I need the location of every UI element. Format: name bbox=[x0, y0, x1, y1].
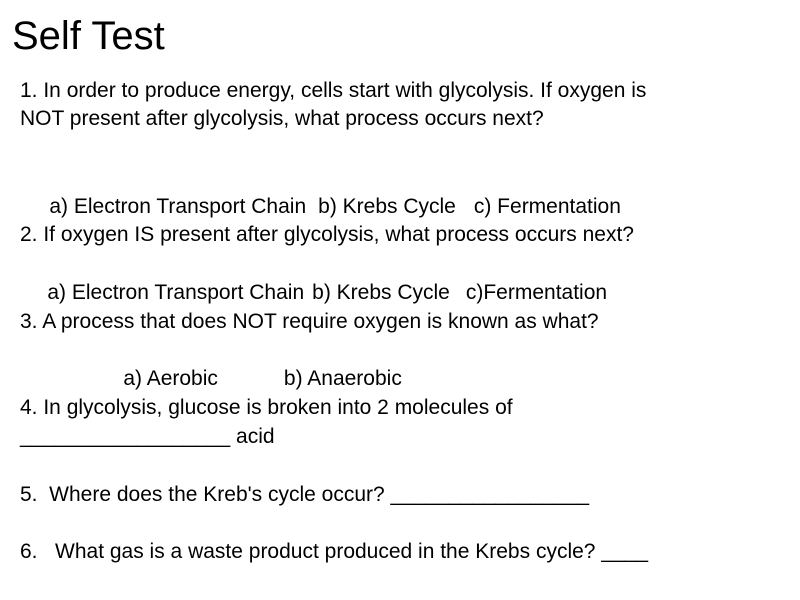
question-6-line-1: 6. What gas is a waste product produced in the Krebs cycle? ____ bbox=[20, 540, 649, 563]
question-2-option-a: a) Electron Transport Chain bbox=[47, 281, 305, 304]
question-4-line-2: __________________ acid bbox=[20, 425, 275, 448]
question-3-option-b: b) Anaerobic bbox=[283, 367, 402, 390]
question-1-line-1: 1. In order to produce energy, cells start with glycolysis. If oxygen is bbox=[20, 79, 647, 102]
question-3-option-a: a) Aerobic bbox=[123, 367, 218, 390]
question-1-option-b: b) Krebs Cycle bbox=[318, 195, 456, 218]
question-3-line-1: 3. A process that does NOT require oxygen is known as what? bbox=[20, 310, 599, 333]
question-1-option-c: c) Fermentation bbox=[473, 195, 621, 218]
page-title: Self Test bbox=[12, 14, 165, 58]
question-1-option-a: a) Electron Transport Chain bbox=[49, 195, 307, 218]
question-5-line-1: 5. Where does the Kreb's cycle occur? _________________ bbox=[20, 483, 590, 506]
question-1-line-2: NOT present after glycolysis, what process occurs next? bbox=[20, 107, 544, 130]
question-2-option-c: c)Fermentation bbox=[465, 281, 608, 304]
question-2-line-1: 2. If oxygen IS present after glycolysis, what process occurs next? bbox=[20, 223, 634, 246]
question-2-option-b: b) Krebs Cycle bbox=[312, 281, 450, 304]
question-4-line-1: 4. In glycolysis, glucose is broken into 2 molecules of bbox=[20, 396, 513, 419]
